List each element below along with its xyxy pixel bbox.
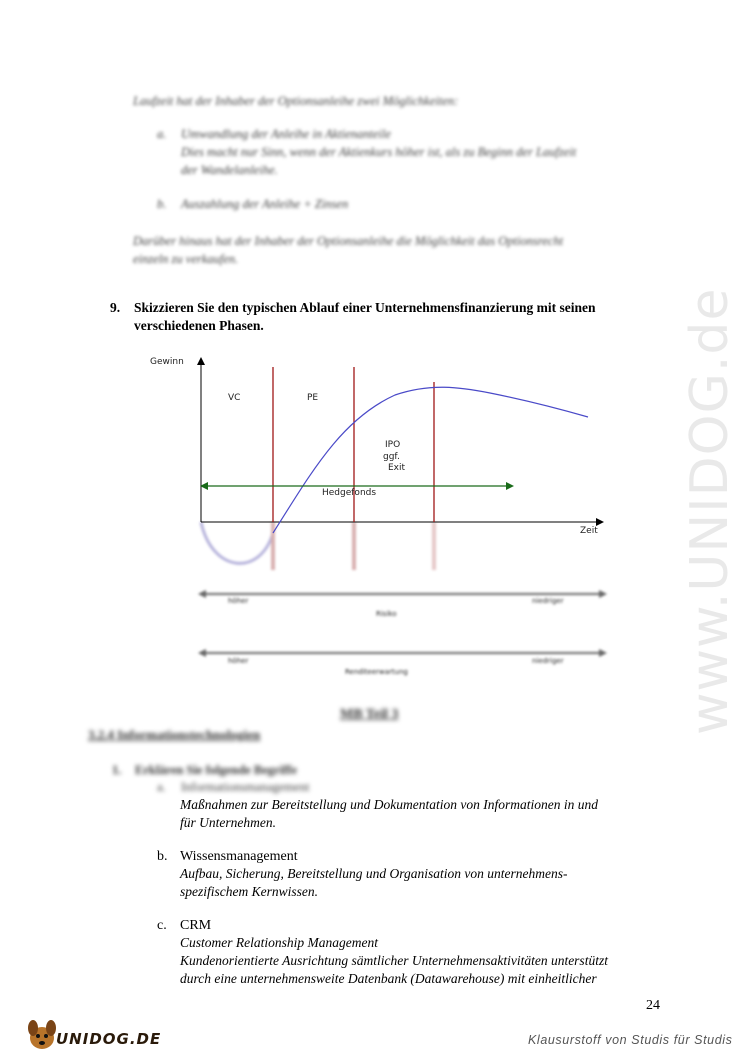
item-a-title: Umwandlung der Anleihe in Aktienanteile bbox=[181, 127, 391, 141]
q1-number: 1. bbox=[112, 763, 122, 777]
footer-logo bbox=[22, 1016, 162, 1052]
term-b-title: Wissensmanagement bbox=[180, 849, 298, 864]
phase-line-lower bbox=[271, 522, 275, 570]
hedge-label: Hedgefonds bbox=[322, 488, 377, 498]
scale-arrow bbox=[198, 590, 206, 598]
term-a-marker: a. bbox=[157, 780, 166, 794]
section-heading: MB Teil 3 bbox=[340, 707, 399, 722]
term-b-definition: Aufbau, Sicherung, Bereitstellung und Organisation von unternehmens- bbox=[180, 866, 568, 881]
y-axis-arrow bbox=[197, 357, 205, 365]
ipo-label: Exit bbox=[388, 463, 406, 473]
scale-1-right: niedriger bbox=[532, 597, 564, 605]
scale-arrow bbox=[198, 649, 206, 657]
phase-line-lower bbox=[352, 522, 356, 570]
term-b-definition: spezifischem Kernwissen. bbox=[180, 884, 318, 899]
financing-phases-diagram bbox=[140, 345, 620, 685]
intro-paragraph: einzeln zu verkaufen. bbox=[133, 252, 239, 266]
scale-2-left: höher bbox=[228, 657, 249, 665]
y-axis-label: Gewinn bbox=[150, 357, 184, 367]
term-c-title: CRM bbox=[180, 918, 212, 933]
term-c-definition: Kundenorientierte Ausrichtung sämtlicher Unternehmensaktivitäten unterstützt bbox=[180, 953, 608, 968]
ipo-label: ggf. bbox=[383, 452, 400, 462]
scale-1-caption: Risiko bbox=[376, 610, 397, 618]
term-a-definition: Maßnahmen zur Bereitstellung und Dokumentation von Informationen in und bbox=[180, 797, 598, 812]
curve-dip bbox=[201, 522, 273, 563]
scale-1-left: höher bbox=[228, 597, 249, 605]
watermark: www.UNIDOG.de bbox=[680, 287, 740, 735]
phase-label-pe: PE bbox=[307, 393, 319, 403]
question-number: 9. bbox=[110, 300, 121, 315]
scale-arrow bbox=[599, 649, 607, 657]
page-number: 24 bbox=[646, 998, 660, 1013]
term-b-marker: b. bbox=[157, 849, 168, 864]
scale-arrow bbox=[599, 590, 607, 598]
term-c-definition: durch eine unternehmensweite Datenbank (Datawarehouse) mit einheitlicher bbox=[180, 971, 597, 986]
q1-text: Erklären Sie folgende Begriffe bbox=[135, 763, 297, 777]
term-a-title: Informationsmanagement bbox=[181, 780, 310, 794]
item-a-marker: a. bbox=[157, 127, 167, 141]
intro-line: Laufzeit hat der Inhaber der Optionsanleihe zwei Möglichkeiten: bbox=[133, 94, 459, 108]
item-b-marker: b. bbox=[157, 197, 167, 211]
ipo-label: IPO bbox=[385, 440, 401, 450]
x-axis-arrow bbox=[596, 518, 604, 526]
profit-curve bbox=[273, 387, 588, 533]
footer-slogan: Klausurstoff von Studis für Studis bbox=[528, 1033, 733, 1047]
phase-label-vc: VC bbox=[228, 393, 241, 403]
section-subheading: 3.2.4 Informationstechnologien bbox=[88, 727, 261, 742]
phase-line-lower bbox=[432, 522, 436, 570]
item-a-text: der Wandelanleihe. bbox=[181, 163, 278, 177]
x-axis-label: Zeit bbox=[580, 526, 598, 536]
term-c-marker: c. bbox=[157, 918, 167, 933]
logo-text: UNIDOG.DE bbox=[56, 1030, 162, 1048]
question-text: verschiedenen Phasen. bbox=[134, 318, 264, 333]
hedge-arrow-right bbox=[506, 482, 514, 490]
question-text: Skizzieren Sie den typischen Ablauf einer Unternehmensfinanzierung mit seinen bbox=[134, 300, 596, 315]
scale-2-right: niedriger bbox=[532, 657, 564, 665]
intro-paragraph: Darüber hinaus hat der Inhaber der Optionsanleihe die Möglichkeit das Optionsrecht bbox=[133, 234, 564, 248]
scale-2-caption: Renditeerwartung bbox=[345, 668, 408, 676]
item-a-text: Dies macht nur Sinn, wenn der Aktienkurs höher ist, als zu Beginn der Laufzeit bbox=[181, 145, 577, 159]
term-c-definition: Customer Relationship Management bbox=[180, 935, 378, 950]
term-a-definition: für Unternehmen. bbox=[180, 815, 276, 830]
item-b-title: Auszahlung der Anleihe + Zinsen bbox=[181, 197, 349, 211]
